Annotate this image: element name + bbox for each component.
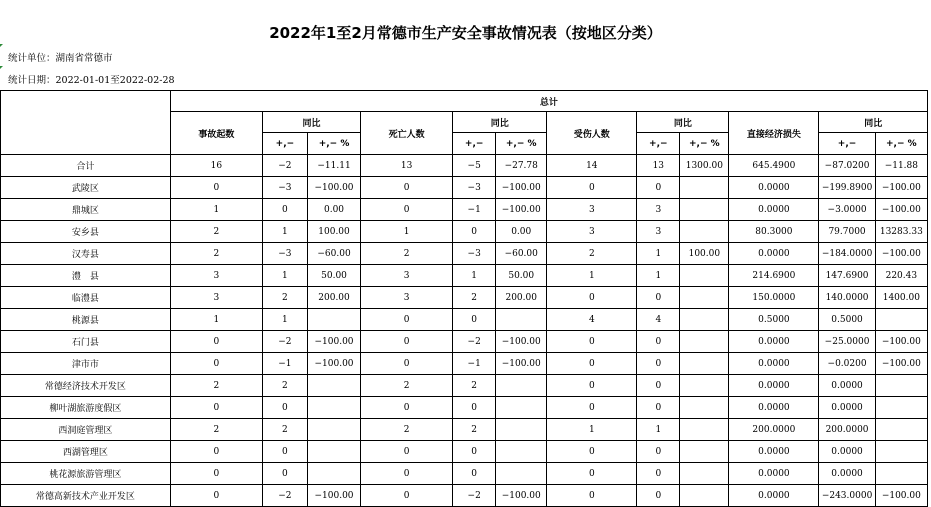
col-plus-minus: +,−	[453, 133, 496, 155]
region-cell: 武陵区	[1, 177, 171, 199]
col-plus-minus-pct: +,− %	[496, 133, 547, 155]
value-cell	[307, 397, 360, 419]
col-plus-minus-pct: +,− %	[307, 133, 360, 155]
value-cell: 147.6900	[819, 265, 875, 287]
value-cell: −3	[262, 177, 307, 199]
value-cell: 0.00	[307, 199, 360, 221]
value-cell: 79.7000	[819, 221, 875, 243]
region-cell: 柳叶湖旅游度假区	[1, 397, 171, 419]
col-yoy: 同比	[637, 112, 729, 133]
table-row	[1, 331, 928, 353]
value-cell: 16	[170, 155, 262, 177]
table-row	[1, 463, 928, 485]
value-cell: 1	[547, 265, 637, 287]
value-cell: −0.0200	[819, 353, 875, 375]
value-cell: 1	[637, 419, 680, 441]
value-cell	[680, 463, 729, 485]
value-cell: 200.0000	[729, 419, 819, 441]
value-cell: 2	[170, 419, 262, 441]
value-cell: 0.0000	[729, 243, 819, 265]
value-cell: −100.00	[875, 199, 927, 221]
table-row	[1, 177, 928, 199]
value-cell: 0	[170, 177, 262, 199]
value-cell: 0.00	[496, 221, 547, 243]
value-cell: 200.00	[307, 287, 360, 309]
value-cell	[680, 441, 729, 463]
value-cell: 2	[453, 375, 496, 397]
value-cell: 200.0000	[819, 419, 875, 441]
value-cell: −2	[262, 331, 307, 353]
region-cell: 合计	[1, 155, 171, 177]
region-cell: 安乡县	[1, 221, 171, 243]
value-cell: 0	[547, 441, 637, 463]
region-cell: 临澧县	[1, 287, 171, 309]
value-cell: 0	[170, 485, 262, 507]
value-cell: 0	[361, 463, 453, 485]
value-cell: 1	[170, 199, 262, 221]
value-cell: 0.0000	[729, 397, 819, 419]
value-cell	[496, 397, 547, 419]
value-cell: 0.0000	[729, 199, 819, 221]
value-cell: 13283.33	[875, 221, 927, 243]
col-plus-minus: +,−	[819, 133, 875, 155]
value-cell	[680, 353, 729, 375]
value-cell: 645.4900	[729, 155, 819, 177]
value-cell: 0	[637, 287, 680, 309]
value-cell: 3	[637, 221, 680, 243]
value-cell	[680, 287, 729, 309]
col-plus-minus: +,−	[637, 133, 680, 155]
value-cell: 1	[262, 221, 307, 243]
accident-table	[0, 90, 928, 507]
value-cell: −100.00	[875, 485, 927, 507]
value-cell: 0	[547, 485, 637, 507]
value-cell: 0	[547, 463, 637, 485]
value-cell: 0	[361, 309, 453, 331]
region-cell: 澧 县	[1, 265, 171, 287]
value-cell: 0.0000	[729, 463, 819, 485]
value-cell: 0	[453, 397, 496, 419]
col-plus-minus: +,−	[262, 133, 307, 155]
table-row	[1, 353, 928, 375]
value-cell: −27.78	[496, 155, 547, 177]
value-cell	[680, 419, 729, 441]
table-row	[1, 199, 928, 221]
col-plus-minus-pct: +,− %	[875, 133, 927, 155]
value-cell	[496, 441, 547, 463]
value-cell: −100.00	[307, 485, 360, 507]
col-loss: 直接经济损失	[729, 112, 819, 155]
value-cell: 0.0000	[819, 463, 875, 485]
value-cell: 0	[262, 199, 307, 221]
value-cell: 0	[361, 199, 453, 221]
value-cell: 3	[361, 265, 453, 287]
value-cell	[680, 177, 729, 199]
value-cell: 0.0000	[729, 177, 819, 199]
value-cell: 50.00	[307, 265, 360, 287]
value-cell: −3	[262, 243, 307, 265]
value-cell: 1300.00	[680, 155, 729, 177]
value-cell: 0	[453, 441, 496, 463]
value-cell	[680, 375, 729, 397]
value-cell: 1	[262, 309, 307, 331]
value-cell: 0.0000	[729, 375, 819, 397]
value-cell: 50.00	[496, 265, 547, 287]
table-row	[1, 221, 928, 243]
value-cell: −1	[262, 353, 307, 375]
value-cell: 100.00	[307, 221, 360, 243]
value-cell: −100.00	[496, 199, 547, 221]
table-row	[1, 243, 928, 265]
value-cell: 0.0000	[729, 353, 819, 375]
value-cell: 2	[170, 375, 262, 397]
group-header: 总计	[170, 91, 927, 112]
value-cell	[307, 463, 360, 485]
value-cell: 0	[637, 177, 680, 199]
region-cell: 常德经济技术开发区	[1, 375, 171, 397]
value-cell	[680, 309, 729, 331]
value-cell: 0	[637, 441, 680, 463]
table-body	[1, 155, 928, 507]
value-cell: 0	[637, 353, 680, 375]
cell-marker-icon	[0, 66, 3, 69]
value-cell: 0	[361, 177, 453, 199]
value-cell: 3	[547, 221, 637, 243]
value-cell	[875, 309, 927, 331]
region-cell: 津市市	[1, 353, 171, 375]
value-cell: −100.00	[307, 177, 360, 199]
value-cell: −100.00	[496, 177, 547, 199]
value-cell: 0.0000	[729, 485, 819, 507]
value-cell	[875, 441, 927, 463]
region-cell: 桃花源旅游管理区	[1, 463, 171, 485]
value-cell: 2	[170, 221, 262, 243]
value-cell: −100.00	[496, 353, 547, 375]
value-cell: 0	[170, 331, 262, 353]
report-unit: 统计单位：湖南省常德市	[8, 53, 113, 64]
value-cell: 0	[170, 353, 262, 375]
value-cell: −11.11	[307, 155, 360, 177]
value-cell	[875, 397, 927, 419]
value-cell: −60.00	[496, 243, 547, 265]
value-cell: 3	[361, 287, 453, 309]
value-cell: −87.0200	[819, 155, 875, 177]
value-cell: 0	[170, 463, 262, 485]
region-cell: 桃源县	[1, 309, 171, 331]
value-cell	[875, 463, 927, 485]
value-cell: 0	[453, 463, 496, 485]
report-title: 2022年1至2月常德市生产安全事故情况表（按地区分类）	[269, 24, 662, 42]
value-cell: 0	[547, 397, 637, 419]
value-cell: 3	[547, 199, 637, 221]
value-cell: 1400.00	[875, 287, 927, 309]
value-cell: 2	[262, 419, 307, 441]
value-cell: 2	[361, 375, 453, 397]
value-cell	[680, 221, 729, 243]
col-deaths: 死亡人数	[361, 112, 453, 155]
value-cell: 1	[547, 419, 637, 441]
report-date: 统计日期：2022-01-01至2022-02-28	[8, 75, 175, 86]
value-cell: 0	[170, 397, 262, 419]
value-cell: 0	[361, 331, 453, 353]
col-accidents: 事故起数	[170, 112, 262, 155]
value-cell: 2	[453, 287, 496, 309]
value-cell: 1	[262, 265, 307, 287]
value-cell: 0	[637, 463, 680, 485]
col-yoy: 同比	[819, 112, 928, 133]
value-cell: −3.0000	[819, 199, 875, 221]
value-cell: 0.5000	[729, 309, 819, 331]
value-cell: 0	[262, 441, 307, 463]
value-cell: 0	[547, 353, 637, 375]
value-cell: 0	[547, 331, 637, 353]
value-cell: 2	[170, 243, 262, 265]
value-cell	[496, 375, 547, 397]
table-row	[1, 485, 928, 507]
value-cell: 0	[637, 375, 680, 397]
col-yoy: 同比	[453, 112, 547, 133]
value-cell: −2	[453, 331, 496, 353]
value-cell: −60.00	[307, 243, 360, 265]
value-cell: 0	[637, 397, 680, 419]
region-cell: 石门县	[1, 331, 171, 353]
value-cell	[307, 309, 360, 331]
value-cell	[680, 331, 729, 353]
value-cell: −100.00	[496, 331, 547, 353]
value-cell: 0	[547, 287, 637, 309]
table-row	[1, 397, 928, 419]
value-cell: −2	[262, 485, 307, 507]
table-row	[1, 441, 928, 463]
value-cell: 0	[262, 397, 307, 419]
table-row	[1, 419, 928, 441]
region-header-cell	[1, 91, 171, 155]
col-plus-minus-pct: +,− %	[680, 133, 729, 155]
value-cell	[680, 397, 729, 419]
value-cell: 3	[170, 265, 262, 287]
value-cell: −11.88	[875, 155, 927, 177]
value-cell: 0.0000	[729, 331, 819, 353]
value-cell: 0	[453, 309, 496, 331]
region-cell: 常德高新技术产业开发区	[1, 485, 171, 507]
value-cell: 0	[637, 485, 680, 507]
value-cell: −25.0000	[819, 331, 875, 353]
region-cell: 西湖管理区	[1, 441, 171, 463]
table-row	[1, 375, 928, 397]
cell-marker-icon	[0, 44, 3, 47]
value-cell: 0	[361, 485, 453, 507]
value-cell: 0	[547, 375, 637, 397]
value-cell	[680, 199, 729, 221]
value-cell: 1	[170, 309, 262, 331]
value-cell: 0.0000	[819, 397, 875, 419]
value-cell: 0.5000	[819, 309, 875, 331]
value-cell	[680, 265, 729, 287]
value-cell: 13	[361, 155, 453, 177]
value-cell: 0.0000	[819, 375, 875, 397]
table-row	[1, 287, 928, 309]
col-injured: 受伤人数	[547, 112, 637, 155]
value-cell: 0	[170, 441, 262, 463]
value-cell: −100.00	[875, 353, 927, 375]
region-cell: 鼎城区	[1, 199, 171, 221]
value-cell	[307, 375, 360, 397]
value-cell: −100.00	[307, 331, 360, 353]
value-cell: 0.0000	[819, 441, 875, 463]
value-cell: 3	[170, 287, 262, 309]
value-cell: 2	[547, 243, 637, 265]
value-cell: −5	[453, 155, 496, 177]
value-cell: −3	[453, 177, 496, 199]
value-cell: 200.00	[496, 287, 547, 309]
value-cell	[307, 441, 360, 463]
value-cell	[496, 309, 547, 331]
table-row	[1, 155, 928, 177]
value-cell: 2	[262, 375, 307, 397]
value-cell: 140.0000	[819, 287, 875, 309]
value-cell: 1	[637, 265, 680, 287]
value-cell: 0	[547, 177, 637, 199]
value-cell: 0	[361, 353, 453, 375]
value-cell: −100.00	[875, 331, 927, 353]
value-cell: 0	[361, 397, 453, 419]
value-cell: 4	[637, 309, 680, 331]
value-cell: −184.0000	[819, 243, 875, 265]
table-row	[1, 265, 928, 287]
value-cell: 2	[361, 419, 453, 441]
value-cell	[307, 419, 360, 441]
value-cell: −2	[453, 485, 496, 507]
value-cell	[875, 419, 927, 441]
value-cell: −100.00	[307, 353, 360, 375]
value-cell: −2	[262, 155, 307, 177]
value-cell	[680, 485, 729, 507]
value-cell: −100.00	[496, 485, 547, 507]
value-cell: −100.00	[875, 243, 927, 265]
value-cell: 220.43	[875, 265, 927, 287]
value-cell: 100.00	[680, 243, 729, 265]
value-cell: 1	[637, 243, 680, 265]
value-cell: 0	[637, 331, 680, 353]
value-cell: 80.3000	[729, 221, 819, 243]
value-cell: 3	[637, 199, 680, 221]
value-cell: 2	[361, 243, 453, 265]
value-cell: 14	[547, 155, 637, 177]
value-cell: −199.8900	[819, 177, 875, 199]
col-yoy: 同比	[262, 112, 360, 133]
value-cell: −1	[453, 199, 496, 221]
value-cell: −243.0000	[819, 485, 875, 507]
value-cell	[496, 419, 547, 441]
value-cell: 2	[453, 419, 496, 441]
value-cell: 1	[453, 265, 496, 287]
table-row	[1, 309, 928, 331]
value-cell: 150.0000	[729, 287, 819, 309]
value-cell: 0	[361, 441, 453, 463]
value-cell: −1	[453, 353, 496, 375]
value-cell	[875, 375, 927, 397]
value-cell: 13	[637, 155, 680, 177]
value-cell: −100.00	[875, 177, 927, 199]
region-cell: 西洞庭管理区	[1, 419, 171, 441]
value-cell: 2	[262, 287, 307, 309]
value-cell: 0	[262, 463, 307, 485]
value-cell: 4	[547, 309, 637, 331]
value-cell: −3	[453, 243, 496, 265]
value-cell: 214.6900	[729, 265, 819, 287]
value-cell: 0	[453, 221, 496, 243]
value-cell: 0.0000	[729, 441, 819, 463]
region-cell: 汉寿县	[1, 243, 171, 265]
value-cell: 1	[361, 221, 453, 243]
value-cell	[496, 463, 547, 485]
